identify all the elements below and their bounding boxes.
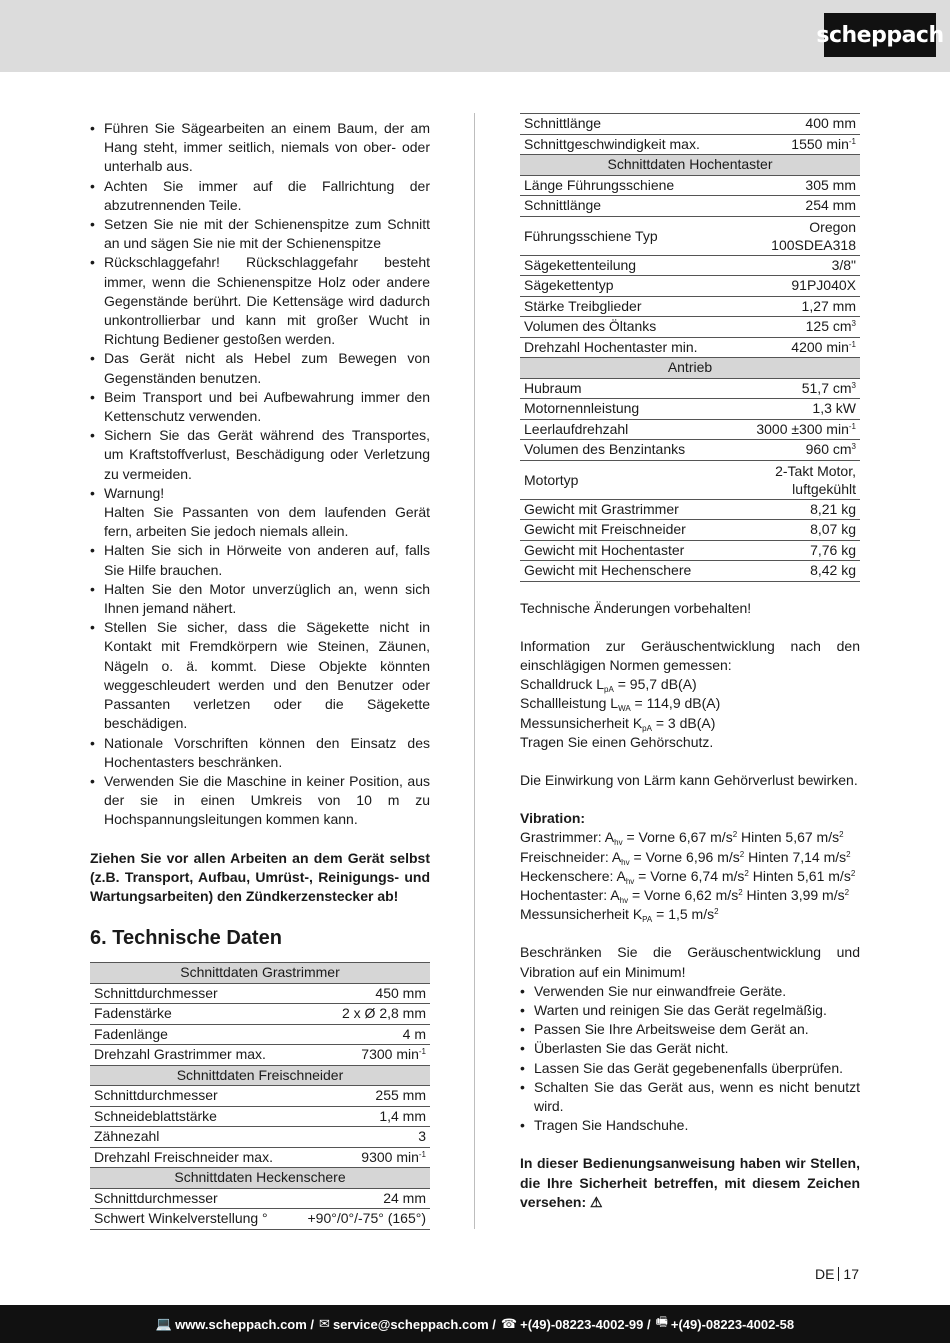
table-row (520, 317, 860, 338)
spec-value-exponent: -1 (848, 339, 856, 349)
spec-value (293, 1209, 430, 1230)
vibration-sub: hv (625, 876, 635, 886)
spec-label: Schwert Winkelverstellung ° (90, 1209, 293, 1230)
table-row (520, 561, 860, 582)
hearing-note: Die Einwirkung von Lärm kann Gehörverlust bewirken. (520, 771, 858, 788)
spec-label: Sägekettentyp (520, 276, 734, 297)
spec-value (734, 276, 860, 297)
spec-value-exponent: -1 (418, 1047, 426, 1057)
spec-label: Drehzahl Hochentaster min. (520, 337, 734, 358)
spec-value (734, 196, 860, 217)
vibration-rear: Hinten 5,67 m/s (737, 829, 840, 846)
table-row (520, 399, 860, 420)
table-row (520, 499, 860, 520)
spec-label: Führungsschiene Typ (520, 216, 734, 255)
column-divider (474, 113, 475, 1229)
spec-label: Stärke Treibglieder (520, 296, 734, 317)
scheppach-logo: scheppach (824, 13, 936, 57)
footer-fax: +(49)-08223-4002-58 (670, 1316, 795, 1332)
vibration-tool: Grastrimmer: A (520, 829, 615, 846)
spec-value-text: 1550 min (791, 135, 849, 152)
vibration-rows (520, 828, 860, 905)
table-row (520, 255, 860, 276)
left-column (90, 119, 430, 1230)
table-row (520, 134, 860, 155)
spec-value (734, 337, 860, 358)
spec-label: Schnittdurchmesser (90, 1086, 293, 1107)
list-item: • Rückschlaggefahr! Rückschlaggefahr besteht immer, wenn die Schienenspitze Holz oder andere Gegenstände berührt. Die Kettensäge wird dadurch unkontrollierbar und kann mit großer Wucht in Richtung Bediener gestoßen werden. (90, 253, 430, 349)
spec-value (293, 1086, 430, 1107)
table-row (90, 1004, 430, 1025)
table-row (520, 216, 860, 255)
spec-value (734, 520, 860, 541)
spec-label: Motortyp (520, 460, 734, 499)
spec-value-text: 2 x Ø 2,8 mm (341, 1005, 426, 1022)
section-header-cell: Schnittdaten Grastrimmer (90, 963, 430, 984)
spec-value-text: 8,21 kg (810, 500, 856, 517)
page-number: DE 17 (814, 1266, 859, 1282)
spec-label: Sägekettenteilung (520, 255, 734, 276)
spec-value (734, 216, 860, 255)
spec-value (734, 378, 860, 399)
vibration-rear: Hinten 5,61 m/s (748, 867, 851, 884)
table-row (90, 1209, 430, 1230)
list-item: • Lassen Sie das Gerät gegebenenfalls überprüfen. (520, 1059, 860, 1078)
spec-value-text: 8,42 kg (810, 562, 856, 578)
list-item: • Sichern Sie das Gerät während des Transportes, um Kraftstoffverlust, Beschädigung oder Verletzung zu vermeiden. (90, 426, 430, 484)
vibration-row: Grastrimmer: $A_{hv}$ = Vorne 6,67 $m/s^2$ Hinten 5,67 $m/s^2$ (520, 829, 844, 848)
spec-value (293, 1045, 430, 1066)
vibration-front: = Vorne 6,96 m/s (629, 848, 740, 865)
spec-value (734, 460, 860, 499)
list-item: • Überlasten Sie das Gerät nicht. (520, 1039, 860, 1058)
spec-label: Gewicht mit Hochentaster (520, 540, 734, 561)
spec-value-exponent: -1 (848, 136, 856, 146)
header-bar (0, 0, 950, 72)
list-item: • Stellen Sie sicher, dass die Sägekette nicht in Kontakt mit Fremdkörpern wie Steinen, Zäunen, Nägeln o. ä. kommt. Diese Objekte könnten weggeschleudert werden und den Benutzer oder Passanten verletzen oder die Sägekette beschädigen. (90, 618, 430, 733)
vibration-tool: Heckenschere: A (520, 867, 626, 884)
footer-web[interactable]: www.scheppach.com / (175, 1316, 315, 1332)
footer-phone: +(49)-08223-4002-99 / (520, 1316, 651, 1332)
table-row (90, 1127, 430, 1148)
spec-value-exponent: 3 (851, 442, 856, 451)
list-item: • Passen Sie Ihre Arbeitsweise dem Gerät an. (520, 1020, 860, 1039)
spec-value (293, 1127, 430, 1148)
table-row (520, 540, 860, 561)
table-row (90, 1106, 430, 1127)
spec-table-left (90, 962, 430, 1230)
spec-value (293, 1106, 430, 1127)
table-row (90, 1147, 430, 1168)
changes-note: Technische Änderungen vorbehalten! (520, 599, 752, 616)
table-row (90, 983, 430, 1004)
vibration-row: Hochentaster: $A_{hv}$ = Vorne 6,62 $m/s^2$ Hinten 3,99 $m/s^2$ (520, 886, 850, 905)
table-row (520, 378, 860, 399)
spec-value-text: 91PJ040X (791, 277, 856, 293)
spec-value-text: 305 mm (805, 176, 856, 193)
list-item-line: Halten Sie Passanten von dem laufenden Gerät fern, arbeiten Sie jedoch niemals allein. (104, 504, 430, 540)
spec-label: Motornennleistung (520, 399, 734, 420)
spec-value-exponent: 3 (851, 380, 856, 390)
limit-bullet-list (520, 982, 860, 1136)
table-row (90, 1188, 430, 1209)
list-item: • Verwenden Sie die Maschine in keiner Position, aus der sie in einen Umkreis von 10 m zu Hochspannungsleitungen kommen kann. (90, 772, 430, 830)
spec-value (734, 255, 860, 276)
table-row (520, 276, 860, 297)
list-item: • Halten Sie sich in Hörweite von anderen auf, falls Sie Hilfe brauchen. (90, 541, 430, 579)
noise-intro: Information zur Geräuschentwicklung nach den einschlägigen Normen gemessen: (520, 637, 860, 673)
spec-value-exponent: -1 (418, 1149, 426, 1159)
spec-value (734, 419, 860, 440)
spec-value-text: Oregon (809, 218, 856, 235)
spec-value-text: 4 m (402, 1025, 426, 1042)
table-row (520, 175, 860, 196)
spark-plug-warning: Ziehen Sie vor allen Arbeiten an dem Gerät selbst (z.B. Transport, Aufbau, Umrüst-, Reinigungs- und Wartungsarbeiten) den Zündkerzenstecker ab! (90, 849, 430, 904)
fax-icon: 🖷 (655, 1315, 668, 1330)
spec-value (293, 1004, 430, 1025)
table-row (520, 419, 860, 440)
spec-value (734, 499, 860, 520)
phone-icon: ☎ (500, 1316, 518, 1332)
list-item: • Setzen Sie nie mit der Schienenspitze zum Schnitt an und sägen Sie nie mit der Schienenspitze (90, 215, 430, 253)
vibration-sub: hv (621, 857, 630, 867)
limit-intro: Beschränken Sie die Geräuschentwicklung und Vibration auf ein Minimum! (520, 944, 860, 980)
list-item (90, 484, 430, 542)
spec-value (734, 114, 860, 135)
spec-value-exponent: -1 (848, 421, 856, 431)
spec-value-text: 254 mm (805, 197, 856, 213)
table-row (520, 296, 860, 317)
table-row (520, 196, 860, 217)
vibration-rear: Hinten 7,14 m/s (744, 848, 847, 865)
spec-value-text: 3/8" (831, 256, 856, 273)
table-row (520, 520, 860, 541)
spec-label: Länge Führungsschiene (520, 175, 734, 196)
spec-value (734, 175, 860, 196)
spec-value-text: 1,4 mm (379, 1107, 426, 1124)
spec-label: Schneideblattstärke (90, 1106, 293, 1127)
spec-label: Fadenlänge (90, 1024, 293, 1045)
spec-label: Schnittdurchmesser (90, 1188, 293, 1209)
footer-mail[interactable]: service@scheppach.com / (332, 1316, 496, 1332)
spec-label: Gewicht mit Freischneider (520, 520, 734, 541)
vibration-front: = Vorne 6,67 m/s (622, 829, 733, 846)
vibration-row: Heckenschere: $A_{hv}$ = Vorne 6,74 $m/s^2$ Hinten 5,61 $m/s^2$ (520, 867, 856, 886)
spec-value-text: 9300 min (361, 1148, 419, 1165)
vibration-sub: hv (614, 838, 623, 848)
spec-label: Schnittdurchmesser (90, 983, 293, 1004)
vibration-sub: hv (619, 895, 629, 905)
spec-value (293, 1147, 430, 1168)
spec-value-text: 450 mm (375, 984, 426, 1001)
list-item: • Schalten Sie das Gerät aus, wenn es nicht benutzt wird. (520, 1078, 860, 1116)
list-item: • Führen Sie Sägearbeiten an einem Baum, der am Hang steht, immer seitlich, niemals von ober- oder unterhalb aus. (90, 119, 430, 177)
list-item: • Verwenden Sie nur einwandfreie Geräte. (520, 982, 860, 1001)
section-header-cell: Schnittdaten Freischneider (90, 1065, 430, 1086)
safety-bullet-list (90, 119, 430, 830)
spec-label: Drehzahl Freischneider max. (90, 1147, 293, 1168)
spec-value-text-line2: 100SDEA318 (771, 236, 856, 253)
vibration-rear: Hinten 3,99 m/s (742, 886, 845, 903)
spec-value-text: 51,7 cm (801, 379, 852, 396)
spec-value-text: 24 mm (383, 1189, 426, 1206)
noise-power: Schallleistung $L_{WA} = 114,9$ dB(A) (520, 695, 721, 714)
spec-value-text: 7300 min (361, 1046, 419, 1063)
table-section-header (520, 155, 860, 176)
spec-label: Fadenstärke (90, 1004, 293, 1025)
list-item: • Achten Sie immer auf die Fallrichtung der abzutrennenden Teile. (90, 177, 430, 215)
spec-value-text: 400 mm (805, 115, 856, 131)
spec-value-text: 3 (418, 1128, 426, 1145)
spec-value (293, 1188, 430, 1209)
spec-table-right (520, 113, 860, 582)
table-section-header (90, 1065, 430, 1086)
right-column (520, 113, 860, 1212)
vibration-info (520, 809, 860, 924)
spec-label: Volumen des Benzintanks (520, 440, 734, 461)
spec-label: Schnittlänge (520, 196, 734, 217)
spec-value-text: 7,76 kg (810, 541, 856, 558)
spec-value-text: +90°/0°/-75° (165°) (307, 1210, 426, 1227)
safety-symbol-note: In dieser Bedienungsanweisung haben wir Stellen, die Ihre Sicherheit betreffen, mit diesem Zeichen versehen: ⚠ (520, 1155, 860, 1210)
noise-pressure: Schalldruck $L_{pA} = 95,7$ dB(A) (520, 676, 697, 695)
spec-value-text: 255 mm (375, 1087, 426, 1104)
vibration-title: Vibration: (520, 810, 586, 827)
list-item-line: • Warnung! (104, 484, 165, 501)
spec-label: Gewicht mit Grastrimmer (520, 499, 734, 520)
list-item: • Beim Transport und bei Aufbewahrung immer den Kettenschutz verwenden. (90, 388, 430, 426)
spec-value (734, 540, 860, 561)
list-item: • Das Gerät nicht als Hebel zum Bewegen von Gegenständen benutzen. (90, 349, 430, 387)
table-row (90, 1024, 430, 1045)
spec-value-text: 2-Takt Motor, (775, 462, 856, 479)
hearing-protection: Tragen Sie einen Gehörschutz. (520, 733, 714, 750)
table-section-header (90, 1168, 430, 1189)
vibration-tool: Hochentaster: A (520, 886, 620, 903)
mail-icon: ✉ (319, 1316, 330, 1332)
noise-info (520, 637, 860, 752)
spec-value-text: 8,07 kg (810, 521, 856, 537)
section-header-cell: Schnittdaten Hochentaster (520, 155, 860, 176)
spec-value-text: 1,3 kW (812, 400, 856, 416)
list-item: • Nationale Vorschriften können den Einsatz des Hochentasters beschränken. (90, 734, 430, 772)
vibration-front: = Vorne 6,62 m/s (628, 886, 739, 903)
table-row (520, 460, 860, 499)
spec-value (734, 440, 860, 461)
table-row (520, 114, 860, 135)
noise-uncertainty: Messunsicherheit $K_{pA} = 3$ dB(A) (520, 714, 716, 733)
vibration-tool: Freischneider: A (520, 848, 622, 865)
computer-icon: 💻 (155, 1316, 173, 1332)
spec-value-text: 3000 ±300 min (756, 420, 849, 437)
spec-label: Hubraum (520, 378, 734, 399)
table-section-header (520, 358, 860, 379)
list-item: • Warten und reinigen Sie das Gerät regelmäßig. (520, 1001, 860, 1020)
spec-label: Schnittgeschwindigkeit max. (520, 134, 734, 155)
spec-label: Gewicht mit Hechenschere (520, 561, 734, 582)
table-section-header (90, 963, 430, 984)
spec-label: Drehzahl Grastrimmer max. (90, 1045, 293, 1066)
vibration-front: = Vorne 6,74 m/s (634, 867, 745, 884)
section-header-cell: Antrieb (520, 358, 860, 379)
vibration-uncertainty: Messunsicherheit $K_{PA} = 1,5$ $m/s^2$ (520, 906, 719, 925)
spec-label: Zähnezahl (90, 1127, 293, 1148)
spec-value (293, 1024, 430, 1045)
spec-value (734, 399, 860, 420)
table-row (90, 1086, 430, 1107)
section-title: 6. Technische Daten (90, 927, 282, 950)
spec-value (293, 983, 430, 1004)
spec-value-text: 4200 min (791, 338, 849, 355)
spec-value (734, 296, 860, 317)
spec-label: Leerlaufdrehzahl (520, 419, 734, 440)
vibration-row: Freischneider: $A_{hv}$ = Vorne 6,96 $m/s^2$ Hinten 7,14 $m/s^2$ (520, 848, 851, 867)
spec-label: Volumen des Öltanks (520, 317, 734, 338)
spec-value-text: 1,27 mm (801, 297, 856, 314)
spec-label: Schnittlänge (520, 114, 734, 135)
spec-value-text-line2: luftgekühlt (792, 480, 856, 497)
limit-info (520, 943, 860, 1135)
spec-value-exponent: 3 (851, 319, 856, 328)
list-item: • Halten Sie den Motor unverzüglich an, wenn sich Ihnen jemand nähert. (90, 580, 430, 618)
spec-value-text: 125 cm (805, 318, 852, 334)
footer-bar (0, 1305, 950, 1343)
section-header-cell: Schnittdaten Heckenschere (90, 1168, 430, 1189)
table-row (90, 1045, 430, 1066)
spec-value (734, 561, 860, 582)
spec-value (734, 134, 860, 155)
list-item: • Tragen Sie Handschuhe. (520, 1116, 860, 1135)
table-row (520, 337, 860, 358)
spec-value-text: 960 cm (805, 441, 852, 457)
table-row (520, 440, 860, 461)
spec-value (734, 317, 860, 338)
